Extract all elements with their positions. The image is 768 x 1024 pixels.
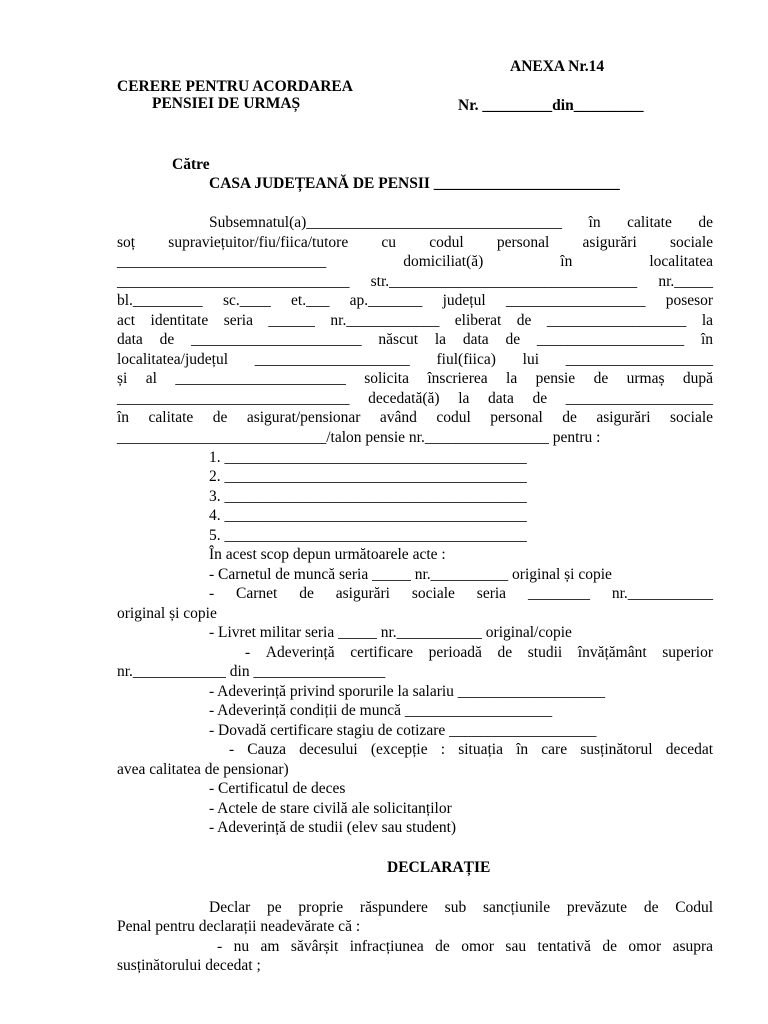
- beneficiary-line: 3. _______________________________________: [209, 488, 527, 505]
- declaration-line: - nu am săvârșit infracțiunea de omor sau tentativă de omor asupra: [217, 938, 714, 955]
- document-item-continuation: original și copie: [117, 605, 217, 622]
- document-item: - Adeverință condiții de muncă ___________________: [209, 702, 553, 719]
- request-line: ______________________________ str.________________________________ nr._____: [117, 273, 713, 290]
- beneficiary-line: 5. _______________________________________: [209, 527, 527, 544]
- request-line: în calitate de asigurat/pensionar având codul personal de asigurări sociale: [117, 409, 714, 426]
- beneficiary-line: 4. _______________________________________: [209, 507, 527, 524]
- document-item-continuation: nr.____________ din _________________: [117, 663, 386, 680]
- document-item: - Cauza decesului (excepție : situația în care susținătorul decedat: [229, 741, 714, 758]
- declaration-line: Penal pentru declarații neadevărate că :: [117, 918, 361, 935]
- request-line: ______________________________ decedată(ă) la data de ___________________: [117, 390, 714, 407]
- declaration-line: susținătorului decedat ;: [117, 957, 261, 974]
- request-line: localitatea/județul ____________________ fiul(fiica) lui ___________________: [117, 351, 713, 368]
- form-title-line1: CERERE PENTRU ACORDAREA: [117, 78, 353, 95]
- request-line: Subsemnatul(a)_________________________________ în calitate de: [209, 214, 713, 231]
- request-line: data de ______________________ născut la data de ___________________ în: [117, 331, 714, 348]
- document-item: - Adeverință certificare perioadă de studii învățământ superior: [245, 644, 714, 661]
- document-item: - Adeverință de studii (elev sau student): [209, 819, 457, 836]
- request-line: bl._________ sc.____ et.___ ap._______ județul __________________ posesor: [117, 292, 714, 309]
- document-item: - Carnetul de muncă seria _____ nr.__________ original și copie: [209, 566, 612, 583]
- document-item: - Dovadă certificare stagiu de cotizare ___________________: [209, 722, 597, 739]
- document-item-continuation: avea calitatea de pensionar): [117, 761, 289, 778]
- beneficiary-line: 1. _______________________________________: [209, 449, 527, 466]
- annex-number: ANEXA Nr.14: [510, 58, 605, 75]
- document-item: - Adeverință privind sporurile la salariu ___________________: [209, 683, 606, 700]
- document-item: - Certificatul de deces: [209, 780, 346, 797]
- document-item: - Carnet de asigurări sociale seria ________ nr.___________: [209, 585, 713, 602]
- request-line: act identitate seria ______ nr.____________ eliberat de __________________ la: [117, 312, 714, 329]
- declaration-line: Declar pe proprie răspundere sub sancțiunile prevăzute de Codul: [209, 899, 714, 916]
- beneficiary-line: 2. _______________________________________: [209, 468, 527, 485]
- form-title-line2: PENSIEI DE URMAȘ: [152, 95, 301, 112]
- document-item: - Livret militar seria _____ nr.___________ original/copie: [209, 624, 572, 641]
- addressee-label: Către: [172, 156, 210, 173]
- request-line: ___________________________ domiciliat(ă) în localitatea: [117, 253, 714, 270]
- declaration-heading: DECLARAȚIE: [387, 859, 491, 876]
- document-item: - Actele de stare civilă ale solicitanților: [209, 800, 452, 817]
- request-line: soț supraviețuitor/fiu/fiica/tutore cu codul personal asigurări sociale: [117, 234, 714, 251]
- registration-number-field: Nr. _________din_________: [458, 97, 644, 114]
- request-line: și al ______________________ solicita înscrierea la pensie de urmaș după: [117, 370, 714, 387]
- request-line: ___________________________/talon pensie nr.________________ pentru :: [117, 429, 601, 446]
- documents-intro: În acest scop depun următoarele acte :: [209, 546, 446, 563]
- pension-office-name: CASA JUDEȚEANĂ DE PENSII ________________________: [209, 175, 620, 192]
